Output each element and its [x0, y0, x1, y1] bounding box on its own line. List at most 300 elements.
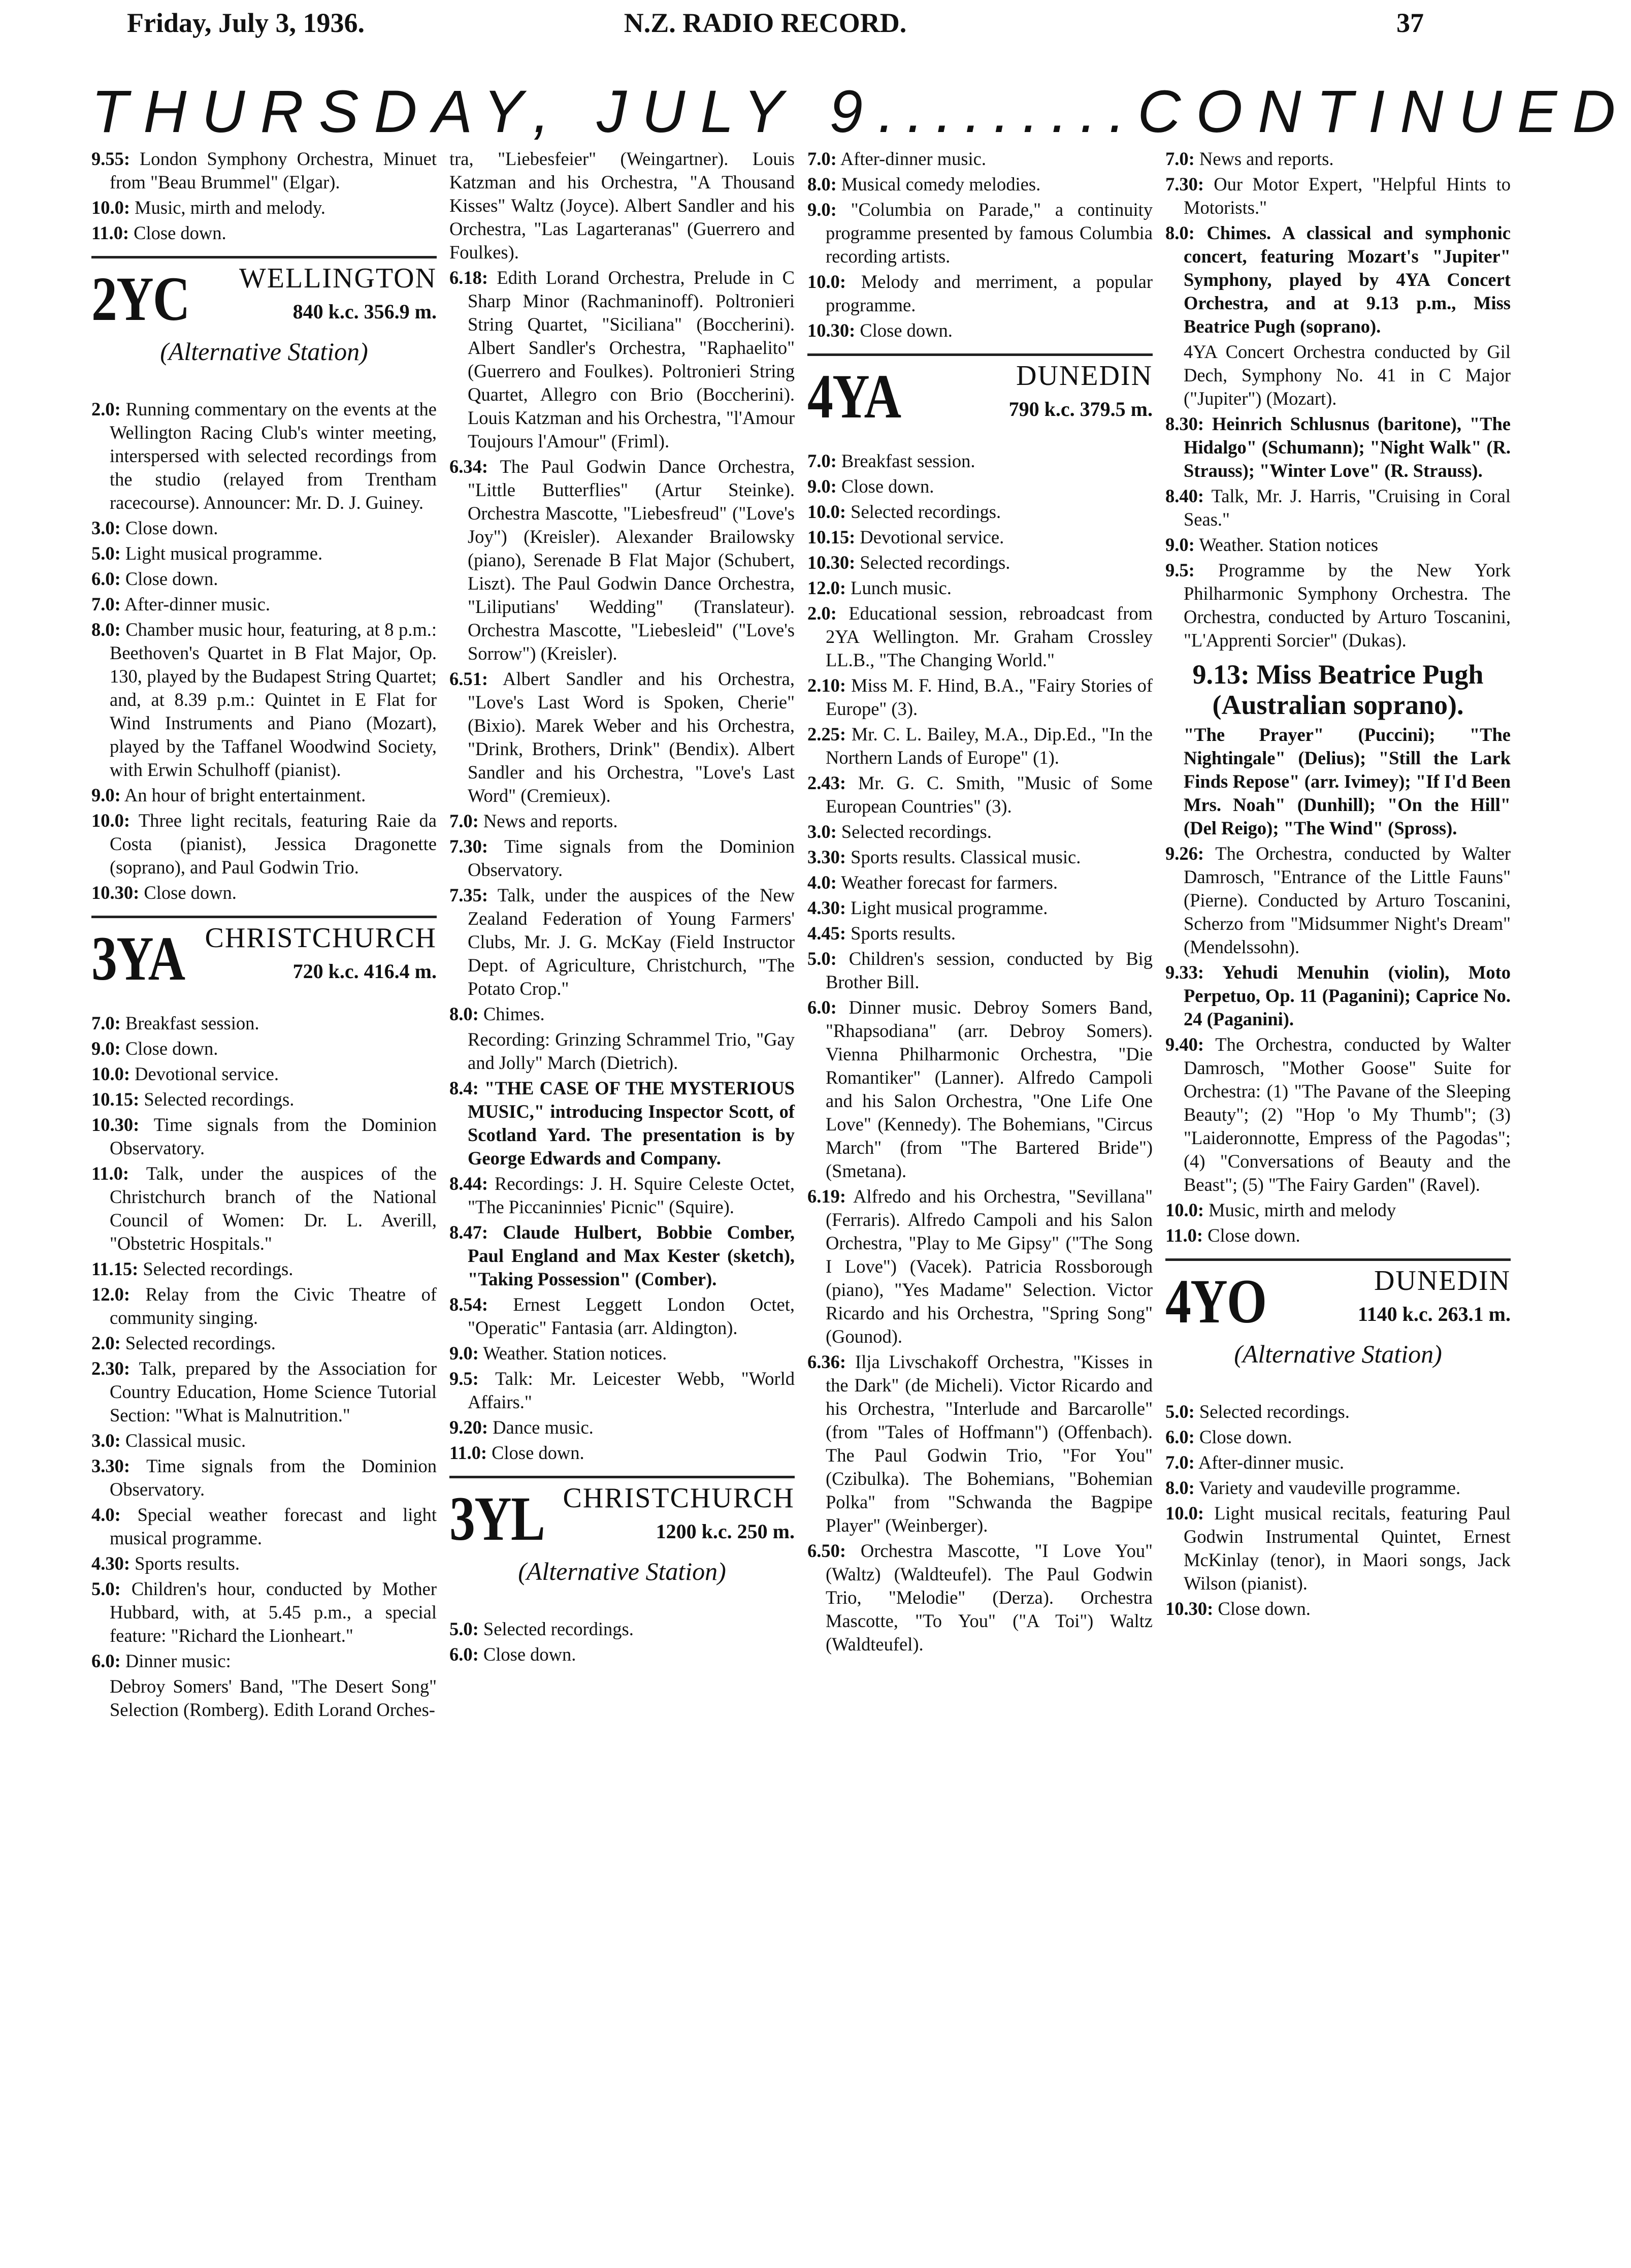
- programme-entry: [91, 1012, 437, 1035]
- list-3ya: [91, 1012, 437, 1673]
- entry-text: Talk, under the auspices of the New Zealand Federation of Young Farmers' Clubs, Mr. J. G. McKay (Field Instructor Dept. of Agriculture, Christchurch, "The Potato Crop.": [468, 885, 795, 999]
- programme-entry: [1165, 1425, 1511, 1449]
- station-callsign: 4YA: [807, 362, 901, 431]
- entry-time: 7.0:: [807, 450, 837, 471]
- station-header-4ya: [807, 361, 1153, 442]
- divider: [91, 916, 437, 918]
- entry-text: Talk, prepared by the Association for Country Education, Home Science Tutorial Section: "What is Malnutrition.": [110, 1358, 437, 1425]
- programme-entry: [91, 1162, 437, 1255]
- banner-dots: .........: [878, 78, 1138, 145]
- station-city: CHRISTCHURCH: [563, 1482, 795, 1514]
- programme-entry: [91, 1429, 437, 1452]
- entry-time: 6.36:: [807, 1351, 846, 1372]
- list-3ya-late: [449, 1077, 795, 1465]
- programme-entry: [807, 1350, 1153, 1537]
- entry-time: 10.30:: [807, 552, 856, 573]
- programme-entry: [449, 809, 795, 833]
- entry-time: 7.35:: [449, 885, 488, 905]
- entry-time: 6.0:: [449, 1644, 479, 1665]
- entry-text: Light musical recitals, featuring Paul Godwin Instrumental Quintet, Ernest McKinlay (tenor), in Maori songs, Jack Wilson (pianist).: [1184, 1503, 1511, 1594]
- programme-entry: [1165, 221, 1511, 338]
- programme-entry: [1165, 961, 1511, 1031]
- programme-entry: [807, 674, 1153, 721]
- entry-time: 7.30:: [1165, 174, 1204, 195]
- programme-entry: [807, 270, 1153, 317]
- programme-entry: [1165, 1033, 1511, 1196]
- entry-text: Selected recordings.: [138, 1258, 293, 1279]
- programme-entry: [91, 1283, 437, 1330]
- programme-entry: [91, 196, 437, 219]
- column-4: [1165, 147, 1511, 2255]
- entry-time: 2.10:: [807, 675, 846, 696]
- entry-text: News and reports.: [478, 811, 618, 831]
- entry-text: Dinner music. Debroy Somers Band, "Rhapsodiana" (arr. Debroy Somers). Vienna Philharmonic Orchestra, "Die Romantiker" (Lanner). Alfredo Campoli and his Salon Orchestra, "One Life One Love" (Kennedy). The Bohemians, "Circus March" (from "The Bartered Bride") (Smetana).: [826, 997, 1153, 1181]
- entry-text: Weather. Station notices.: [478, 1343, 667, 1364]
- entry-time: 2.0:: [91, 1333, 121, 1353]
- entry-time: 10.15:: [91, 1089, 140, 1110]
- entry-time: 7.30:: [449, 836, 488, 857]
- entry-time: 5.0:: [1165, 1401, 1195, 1422]
- entry-text: Sports results.: [846, 923, 956, 944]
- entry-time: 2.0:: [807, 603, 837, 624]
- entry-time: 8.0:: [807, 174, 837, 195]
- entry-text: Sports results. Classical music.: [846, 847, 1081, 867]
- entry-text: Selected recordings.: [478, 1618, 634, 1639]
- station-frequency: 1140 k.c. 263.1 m.: [1357, 1303, 1511, 1325]
- entry-text: Ernest Leggett London Octet, "Operatic" Fantasia (arr. Aldington).: [468, 1294, 795, 1338]
- entry-time: 11.0:: [91, 1163, 129, 1184]
- programme-entry: [449, 1643, 795, 1666]
- programme-entry: [807, 602, 1153, 672]
- programme-entry: [1165, 173, 1511, 219]
- programme-entry: [807, 551, 1153, 574]
- programme-entry: [807, 147, 1153, 171]
- entry-time: 8.0:: [1165, 222, 1195, 243]
- entry-text: Selected recordings.: [836, 821, 992, 842]
- programme-entry: [91, 1037, 437, 1060]
- station-alternative-label: (Alternative Station): [160, 337, 368, 366]
- entry-time: 10.30:: [1165, 1598, 1214, 1619]
- entry-text: Close down.: [139, 882, 237, 903]
- programme-entry: [91, 1357, 437, 1427]
- entry-time: 5.0:: [91, 1578, 121, 1599]
- feature-heading: 9.13: Miss Beatrice Pugh (Australian soprano).: [1192, 659, 1484, 720]
- entry-text: Close down.: [478, 1644, 576, 1665]
- programme-entry: [449, 1077, 795, 1170]
- entry-text: Close down.: [120, 517, 218, 538]
- entry-time: 9.0:: [807, 199, 837, 220]
- entry-time: 10.30:: [91, 1114, 140, 1135]
- entry-text: Close down.: [836, 476, 934, 497]
- programme-entry: [807, 896, 1153, 920]
- entry-time: 2.0:: [91, 399, 121, 419]
- entry-text: Our Motor Expert, "Helpful Hints to Motorists.": [1184, 174, 1511, 218]
- entry-time: 6.18:: [449, 267, 488, 288]
- dinner-music-text: Debroy Somers' Band, "The Desert Song" Selection (Romberg). Edith Lorand Orches-: [110, 1676, 437, 1720]
- entry-time: 9.33:: [1165, 962, 1204, 983]
- programme-entry: [807, 1539, 1153, 1656]
- entry-time: 10.0:: [1165, 1200, 1204, 1220]
- entry-time: 7.0:: [1165, 148, 1195, 169]
- page-number: 37: [1396, 8, 1424, 38]
- list-4ya-late: [1165, 842, 1511, 1247]
- column-1: [91, 147, 437, 2255]
- programme-entry: [91, 1257, 437, 1281]
- entry-time: 3.0:: [91, 1430, 121, 1451]
- station-frequency: 1200 k.c. 250 m.: [656, 1520, 795, 1543]
- entry-text: Musical comedy melodies.: [836, 174, 1041, 195]
- entry-time: 10.0:: [91, 1063, 131, 1084]
- programme-entry: [807, 871, 1153, 894]
- entry-text: Close down.: [120, 568, 218, 589]
- entry-time: 2.30:: [91, 1358, 131, 1379]
- entry-time: 5.0:: [449, 1618, 479, 1639]
- programme-entry: [1165, 533, 1511, 557]
- entry-time: 8.47:: [449, 1222, 488, 1243]
- entry-text: Yehudi Menuhin (violin), Moto Perpetuo, Op. 11 (Paganini); Caprice No. 24 (Paganini).: [1184, 962, 1511, 1029]
- entry-text: Weather. Station notices: [1194, 534, 1379, 555]
- station-frequency: 840 k.c. 356.9 m.: [292, 300, 437, 323]
- programme-entry: [807, 198, 1153, 268]
- list-3ya-evening: [449, 266, 795, 1026]
- concert-text: 4YA Concert Orchestra conducted by Gil Dech, Symphony No. 41 in C Major ("Jupiter") (Mozart).: [1184, 341, 1511, 409]
- entry-text: Close down.: [120, 1038, 218, 1059]
- entry-text: Albert Sandler and his Orchestra, "Love's Last Word is Spoken, Cherie" (Bixio). Marek Weber and his Orchestra, "Drink, Brothers, Drink" (Bendix). Albert Sandler and his Orchestra, "Love's Last Word" (Cremieux).: [468, 668, 795, 806]
- programme-entry: [91, 567, 437, 591]
- programme-entry: [449, 266, 795, 453]
- programme-entry: [807, 723, 1153, 769]
- entry-time: 6.51:: [449, 668, 488, 689]
- entry-text: Educational session, rebroadcast from 2YA Wellington. Mr. Graham Crossley LL.B., "The Changing World.": [826, 603, 1153, 670]
- entry-time: 8.54:: [449, 1294, 488, 1315]
- entry-time: 9.5:: [449, 1368, 479, 1389]
- programme-entry: [1165, 1476, 1511, 1500]
- programme-entry: [449, 1221, 795, 1291]
- entry-text: Selected recordings.: [855, 552, 1010, 573]
- programme-entry: [1165, 147, 1511, 171]
- programme-entry: [807, 922, 1153, 945]
- programme-entry: [449, 455, 795, 665]
- programme-entry: [1165, 412, 1511, 482]
- programme-entry: [807, 820, 1153, 844]
- entry-time: 7.0:: [91, 594, 121, 614]
- entry-text: An hour of bright entertainment.: [120, 785, 366, 805]
- list-2yc: [91, 398, 437, 904]
- entry-time: 4.30:: [807, 897, 846, 918]
- entry-text: The Orchestra, conducted by Walter Damrosch, "Mother Goose" Suite for Orchestra: (1) "The Pavane of the Sleeping Beauty"; (2) "Hop 'o My Thumb"; (3) "Laideronnotte, Empress of the Pagodas"; (4) "Conversations of Beauty and the Beast"; (5) "The Fairy Garden" (Ravel).: [1184, 1034, 1511, 1195]
- entry-text: Chamber music hour, featuring, at 8 p.m.: Beethoven's Quartet in B Flat Major, Op. 130, played by the Budapest String Quartet; and, at 8.39 p.m.: Quintet in E Flat for Wind Instruments and Piano (Mozart), played by the Taffanel Woodwind Society, with Erwin Schulhoff (pianist).: [110, 619, 437, 780]
- programme-entry: [449, 1367, 795, 1414]
- entry-text: Close down.: [129, 222, 226, 243]
- entry-text: Music, mirth and melody.: [130, 197, 325, 218]
- entry-time: 6.0:: [1165, 1427, 1195, 1447]
- programme-entry: [91, 398, 437, 514]
- programme-entry: [1165, 484, 1511, 531]
- entry-text: After-dinner music.: [836, 148, 987, 169]
- entry-time: 9.55:: [91, 148, 131, 169]
- entry-text: After-dinner music.: [120, 594, 271, 614]
- programme-entry: [91, 542, 437, 565]
- entry-time: 3.30:: [91, 1455, 131, 1476]
- programme-entry: [1165, 1198, 1511, 1222]
- entry-time: 9.0:: [449, 1343, 479, 1364]
- programme-entry: [1165, 1400, 1511, 1423]
- programme-entry: [449, 1293, 795, 1340]
- programme-entry: [449, 667, 795, 807]
- programme-entry: [807, 526, 1153, 549]
- entry-text: Breakfast session.: [836, 450, 975, 471]
- entry-time: 6.34:: [449, 456, 488, 477]
- divider: [91, 256, 437, 258]
- day-banner: [91, 76, 1631, 147]
- station-callsign: 3YL: [449, 1484, 545, 1553]
- continued-text: tra, "Liebesfeier" (Weingartner). Louis Katzman and his Orchestra, "A Thousand Kisses" Waltz (Joyce). Albert Sandler and his Orchestra, "Las Lagarteranas" (Guerrero and Foulkes).: [449, 148, 795, 263]
- programme-entry: [807, 500, 1153, 524]
- station-alternative-label: (Alternative Station): [1234, 1340, 1442, 1368]
- entry-text: Close down.: [1203, 1225, 1300, 1246]
- entry-text: Talk, under the auspices of the Christchurch branch of the National Council of Women: Dr. L. Averill, "Obstetric Hospitals.": [110, 1163, 437, 1254]
- entry-text: Time signals from the Dominion Observatory.: [110, 1114, 437, 1158]
- entry-text: Weather forecast for farmers.: [836, 872, 1058, 893]
- programme-entry: [449, 884, 795, 1000]
- programme-entry: [449, 1441, 795, 1465]
- entry-time: 8.0:: [449, 1003, 479, 1024]
- entry-time: 6.0:: [807, 997, 837, 1018]
- programme-entry: [91, 1649, 437, 1673]
- entry-text: Chimes.: [478, 1003, 545, 1024]
- entry-time: 2.43:: [807, 772, 846, 793]
- entry-time: 7.0:: [807, 148, 837, 169]
- entry-time: 6.19:: [807, 1186, 846, 1207]
- entry-text: Close down.: [487, 1442, 584, 1463]
- list-4yo: [1165, 1400, 1511, 1621]
- entry-text: Programme by the New York Philharmonic Symphony Orchestra. The Orchestra, conducted by Arturo Toscanini, "L'Apprenti Sorcier" (Dukas).: [1184, 560, 1511, 651]
- entry-time: 5.0:: [91, 543, 121, 564]
- entry-time: 5.0:: [807, 948, 837, 969]
- station-callsign: 2YC: [91, 264, 189, 334]
- entry-time: 8.0:: [91, 619, 121, 640]
- entry-text: Selected recordings.: [1194, 1401, 1350, 1422]
- entry-text: Children's hour, conducted by Mother Hubbard, with, at 5.45 p.m., a special feature: "Richard the Lionheart.": [110, 1578, 437, 1646]
- programme-entry: [91, 593, 437, 616]
- station-city: CHRISTCHURCH: [205, 922, 437, 954]
- station-alternative-label: (Alternative Station): [518, 1557, 726, 1585]
- entry-text: Mr. C. L. Bailey, M.A., Dip.Ed., "In the Northern Lands of Europe" (1).: [826, 724, 1153, 768]
- entry-text: Recordings: J. H. Squire Celeste Octet, "The Piccaninnies' Picnic" (Squire).: [468, 1173, 795, 1217]
- list-3yl-cont: [807, 147, 1153, 342]
- programme-entry: [807, 996, 1153, 1183]
- station-city: DUNEDIN: [1016, 360, 1153, 392]
- entry-text: Close down.: [1213, 1598, 1311, 1619]
- publication-title: N.Z. RADIO RECORD.: [624, 8, 907, 38]
- entry-time: 4.45:: [807, 923, 846, 944]
- entry-time: 10.0:: [807, 501, 846, 522]
- entry-time: 4.30:: [91, 1553, 131, 1574]
- entry-text: Light musical programme.: [120, 543, 323, 564]
- entry-text: Claude Hulbert, Bobbie Comber, Paul England and Max Kester (sketch), "Taking Possession" (Comber).: [468, 1222, 795, 1289]
- entry-text: Running commentary on the events at the Wellington Racing Club's winter meeting, interspersed with selected recordings from the studio (relayed from Trentham racecourse). Announcer: Mr. D. J. Guiney.: [110, 399, 437, 513]
- entry-text: Ilja Livschakoff Orchestra, "Kisses in the Dark" (de Micheli). Victor Ricardo and his Orchestra, "Interlude and Barcarolle" (from "Tales of Hoffmann") (Offenbach). The Paul Godwin Trio, "For You" (Czibulka). The Bohemians, "Bohemian Polka" from "Schwanda the Bagpipe Player" (Weinberger).: [826, 1351, 1153, 1536]
- entry-time: 11.0:: [91, 222, 129, 243]
- entry-text: Sports results.: [130, 1553, 240, 1574]
- station-frequency: 720 k.c. 416.4 m.: [292, 960, 437, 983]
- programme-entry: [91, 1503, 437, 1550]
- entry-text: Close down.: [855, 320, 953, 341]
- programme-entry: [807, 173, 1153, 196]
- list-4ya-evening: [1165, 147, 1511, 338]
- entry-time: 9.26:: [1165, 843, 1204, 864]
- entry-text: Talk, Mr. J. Harris, "Cruising in Coral Seas.": [1184, 485, 1511, 530]
- entry-text: Talk: Mr. Leicester Webb, "World Affairs.": [468, 1368, 795, 1412]
- station-header-2yc: [91, 264, 437, 391]
- list-4ya-concert: [1165, 412, 1511, 652]
- programme-entry: [91, 1332, 437, 1355]
- entry-time: 7.0:: [449, 811, 479, 831]
- divider: [807, 353, 1153, 356]
- entry-time: 8.44:: [449, 1173, 488, 1194]
- entry-text: Melody and merriment, a popular programme.: [826, 271, 1153, 315]
- programme-entry: [449, 1617, 795, 1641]
- station-header-3ya: [91, 923, 437, 1005]
- list-4ya: [807, 449, 1153, 1656]
- column-3: [807, 147, 1153, 2255]
- entry-time: 3.30:: [807, 847, 846, 867]
- programme-entry: [807, 771, 1153, 818]
- entry-time: 8.40:: [1165, 485, 1204, 506]
- entry-text: Heinrich Schlusnus (baritone), "The Hidalgo" (Schumann); "Night Walk" (R. Strauss); "Winter Love" (R. Strauss).: [1184, 413, 1511, 481]
- entry-time: 9.0:: [91, 1038, 121, 1059]
- programme-entry: [91, 1062, 437, 1086]
- programme-entry: [91, 221, 437, 245]
- station-callsign: 3YA: [91, 924, 185, 993]
- entry-time: 7.0:: [91, 1013, 121, 1033]
- station-header-3yl: [449, 1483, 795, 1610]
- column-2: [449, 147, 795, 2255]
- entry-text: Time signals from the Dominion Observatory.: [468, 836, 795, 880]
- programme-entry: [1165, 1502, 1511, 1595]
- entry-text: After-dinner music.: [1194, 1452, 1345, 1473]
- programme-entry: [807, 947, 1153, 994]
- entry-time: 8.30:: [1165, 413, 1204, 434]
- programme-entry: [1165, 1451, 1511, 1474]
- programme-entry: [449, 1002, 795, 1026]
- entry-time: 9.40:: [1165, 1034, 1204, 1055]
- programme-entry: [807, 1185, 1153, 1348]
- issue-date: Friday, July 3, 1936.: [127, 8, 365, 38]
- programme-entry: [91, 618, 437, 782]
- programme-entry: [807, 576, 1153, 600]
- station-city: WELLINGTON: [239, 263, 437, 294]
- programme-entry: [807, 475, 1153, 498]
- entry-text: Edith Lorand Orchestra, Prelude in C Sharp Minor (Rachmaninoff). Poltronieri String Quartet, "Siciliana" (Boccherini). Albert Sandler's Orchestra, "Raphaelito" (Guerrero and Foulkes). Poltronieri String Quartet, Allegro con Brio (Boccherini). Louis Katzman and his Orchestra, "l'Amour Toujours l'Amour" (Friml).: [468, 267, 795, 451]
- entry-text: Light musical programme.: [846, 897, 1048, 918]
- entry-text: Alfredo and his Orchestra, "Sevillana" (Ferraris). Alfredo Campoli and his Salon Orchestra, "Play to Me Gipsy" ("The Song I Love") (Vacek). Patricia Rossborough (piano), "Yes Madame" Selection. Victor Ricardo and his Orchestra, "Spring Song" (Gounod).: [826, 1186, 1153, 1347]
- entry-time: 11.15:: [91, 1258, 139, 1279]
- entry-time: 6.0:: [91, 568, 121, 589]
- programme-entry: [91, 516, 437, 540]
- programme-entry: [807, 846, 1153, 869]
- entry-text: Special weather forecast and light musical programme.: [110, 1504, 437, 1548]
- entry-text: Miss M. F. Hind, B.A., "Fairy Stories of Europe" (3).: [826, 675, 1153, 719]
- entry-text: Devotional service.: [855, 527, 1004, 547]
- entry-time: 10.0:: [91, 810, 131, 831]
- entry-time: 9.0:: [91, 785, 121, 805]
- programme-entry: [91, 147, 437, 194]
- entry-time: 10.0:: [807, 271, 846, 292]
- entry-text: Time signals from the Dominion Observatory.: [110, 1455, 437, 1500]
- running-head: [107, 7, 1424, 53]
- entry-text: "THE CASE OF THE MYSTERIOUS MUSIC," introducing Inspector Scott, of Scotland Yard. The presentation is by George Edwards and Company.: [468, 1078, 795, 1169]
- entry-time: 10.30:: [807, 320, 856, 341]
- programme-entry: [449, 1172, 795, 1219]
- entry-time: 2.25:: [807, 724, 846, 744]
- programme-entry: [91, 784, 437, 807]
- station-city: DUNEDIN: [1374, 1265, 1511, 1297]
- programme-entry: [1165, 1597, 1511, 1621]
- station-callsign: 4YO: [1165, 1267, 1266, 1336]
- entry-text: Close down.: [1194, 1427, 1292, 1447]
- programme-entry: [807, 449, 1153, 473]
- entry-time: 4.0:: [91, 1504, 121, 1525]
- programme-entry: [1165, 559, 1511, 652]
- list-3yl: [449, 1617, 795, 1666]
- entry-text: Mr. G. C. Smith, "Music of Some European Countries" (3).: [826, 772, 1153, 817]
- entry-text: Lunch music.: [846, 577, 952, 598]
- entry-time: 3.0:: [807, 821, 837, 842]
- station-frequency: 790 k.c. 379.5 m.: [1008, 398, 1153, 420]
- entry-time: 3.0:: [91, 517, 121, 538]
- entry-text: The Orchestra, conducted by Walter Damrosch, "Entrance of the Little Fauns" (Pierne). Conducted by Arturo Toscanini, Scherzo from "Midsummer Night's Dream" (Mendelssohn).: [1184, 843, 1511, 957]
- entry-text: News and reports.: [1194, 148, 1334, 169]
- banner-continued: CONTINUED: [1137, 78, 1631, 145]
- divider: [449, 1476, 795, 1478]
- entry-text: The Paul Godwin Dance Orchestra, "Little Butterflies" (Artur Steinke). Orchestra Mascotte, "Liebesfreud" ("Love's Joy") (Kreisler). Alexander Brailowsky (piano), Serenade B Flat Major (Schubert, Liszt). The Paul Godwin Dance Orchestra, "Liliputians' Wedding" (Translateur). Orchestra Mascotte, "Liebesleid" ("Love's Sorrow") (Kreisler).: [468, 456, 795, 664]
- entry-time: 4.0:: [807, 872, 837, 893]
- entry-text: Three light recitals, featuring Raie da Costa (pianist), Jessica Dragonette (soprano), and Paul Godwin Trio.: [110, 810, 437, 878]
- entry-text: Selected recordings.: [846, 501, 1001, 522]
- entry-time: 7.0:: [1165, 1452, 1195, 1473]
- programme-entry: [807, 319, 1153, 342]
- feature-songs: "The Prayer" (Puccini); "The Nightingale" (Delius); "Still the Lark Finds Repose" (arr. Ivimey); "If I'd Been Mrs. Noah" (Dunhill); "On the Hill" (Del Reigo); "The Wind" (Spross).: [1184, 724, 1511, 838]
- entry-text: Classical music.: [120, 1430, 246, 1451]
- programme-entry: [91, 881, 437, 904]
- entry-time: 8.0:: [1165, 1477, 1195, 1498]
- list-2ya-tail: [91, 147, 437, 245]
- entry-time: 9.0:: [1165, 534, 1195, 555]
- entry-text: Breakfast session.: [120, 1013, 259, 1033]
- entry-text: Dinner music:: [120, 1650, 231, 1671]
- station-header-4yo: [1165, 1266, 1511, 1393]
- entry-text: Music, mirth and melody: [1204, 1200, 1396, 1220]
- programme-entry: [91, 1552, 437, 1575]
- entry-text: Orchestra Mascotte, "I Love You" (Waltz) (Waldteufel). The Paul Godwin Trio, "Melodie" (Derza). Orchestra Mascotte, "To You" ("A Toi") Waltz (Waldteufel).: [826, 1540, 1153, 1655]
- entry-time: 10.15:: [807, 527, 856, 547]
- entry-text: Selected recordings.: [139, 1089, 295, 1110]
- entry-text: Selected recordings.: [120, 1333, 276, 1353]
- programme-entry: [1165, 1224, 1511, 1247]
- programme-entry: [1165, 842, 1511, 959]
- entry-time: 10.30:: [91, 882, 140, 903]
- entry-time: 12.0:: [91, 1284, 131, 1305]
- entry-text: Devotional service.: [130, 1063, 279, 1084]
- programme-entry: [449, 1416, 795, 1439]
- programme-entry: [91, 1113, 437, 1160]
- entry-text: London Symphony Orchestra, Minuet from "Beau Brummel" (Elgar).: [110, 148, 437, 192]
- entry-time: 11.0:: [1165, 1225, 1203, 1246]
- recording-text: Recording: Grinzing Schrammel Trio, "Gay and Jolly" March (Dietrich).: [468, 1029, 795, 1073]
- programme-entry: [91, 1088, 437, 1111]
- entry-time: 6.50:: [807, 1540, 846, 1561]
